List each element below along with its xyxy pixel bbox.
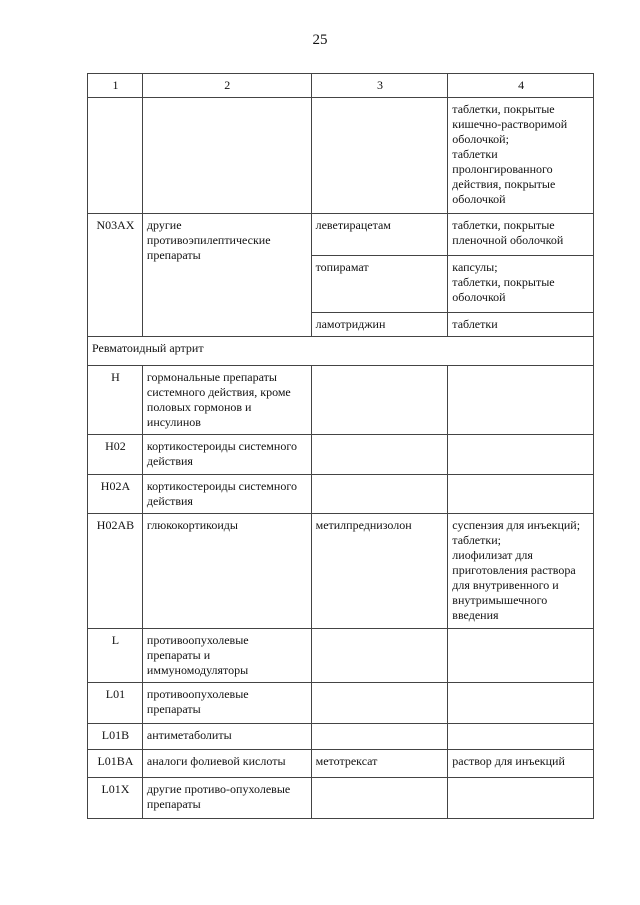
header-col-3: 3	[311, 74, 448, 98]
code-cell: H02AB	[88, 514, 143, 629]
drug-cell	[311, 435, 448, 475]
group-cell: аналоги фолиевой кислоты	[142, 750, 311, 778]
code-cell: H02A	[88, 475, 143, 514]
header-col-4: 4	[448, 74, 594, 98]
drug-cell: топирамат	[311, 256, 448, 313]
group-cell	[142, 98, 311, 214]
header-col-2: 2	[142, 74, 311, 98]
drug-cell	[311, 683, 448, 724]
table-row	[88, 629, 594, 683]
group-cell: кортикостероиды системного действия	[142, 435, 311, 475]
form-cell: суспензия для инъекций; таблетки; лиофилизат для приготовления раствора для внутривенного и внутримышечного введения	[448, 514, 594, 629]
code-cell: L01B	[88, 724, 143, 750]
group-cell: другие противо-опухолевые препараты	[142, 778, 311, 819]
code-cell: N03AX	[88, 214, 143, 337]
drug-table	[87, 73, 594, 819]
group-cell: противоопухолевые препараты	[142, 683, 311, 724]
drug-cell: ламотриджин	[311, 313, 448, 337]
drug-cell	[311, 475, 448, 514]
form-cell	[448, 475, 594, 514]
drug-cell	[311, 724, 448, 750]
group-cell: противоопухолевые препараты и иммуномодуляторы	[142, 629, 311, 683]
table-header-row	[88, 74, 594, 98]
group-cell: антиметаболиты	[142, 724, 311, 750]
form-cell	[448, 778, 594, 819]
table-row	[88, 98, 594, 214]
form-cell	[448, 366, 594, 435]
form-cell: таблетки, покрытые кишечно-растворимой оболочкой; таблетки пролонгированного действия, покрытые оболочкой	[448, 98, 594, 214]
code-cell	[88, 98, 143, 214]
table-row	[88, 366, 594, 435]
table-row	[88, 475, 594, 514]
group-cell: кортикостероиды системного действия	[142, 475, 311, 514]
table-row	[88, 514, 594, 629]
page-number: 25	[312, 32, 328, 48]
group-cell: другие противоэпилептические препараты	[142, 214, 311, 337]
form-cell: капсулы; таблетки, покрытые оболочкой	[448, 256, 594, 313]
table-row	[88, 683, 594, 724]
form-cell	[448, 629, 594, 683]
table-row	[88, 435, 594, 475]
form-cell	[448, 724, 594, 750]
group-cell: гормональные препараты системного действия, кроме половых гормонов и инсулинов	[142, 366, 311, 435]
form-cell: раствор для инъекций	[448, 750, 594, 778]
drug-cell: леветирацетам	[311, 214, 448, 256]
form-cell: таблетки	[448, 313, 594, 337]
table-row	[88, 750, 594, 778]
drug-cell	[311, 778, 448, 819]
code-cell: H02	[88, 435, 143, 475]
form-cell: таблетки, покрытые пленочной оболочкой	[448, 214, 594, 256]
code-cell: L01	[88, 683, 143, 724]
form-cell	[448, 683, 594, 724]
drug-cell: метотрексат	[311, 750, 448, 778]
drug-cell: метилпреднизолон	[311, 514, 448, 629]
section-title: Ревматоидный артрит	[88, 337, 594, 366]
code-cell: L01BA	[88, 750, 143, 778]
drug-cell	[311, 366, 448, 435]
group-cell: глюкокортикоиды	[142, 514, 311, 629]
section-row	[88, 337, 594, 366]
header-col-1: 1	[88, 74, 143, 98]
code-cell: L01X	[88, 778, 143, 819]
table-row	[88, 724, 594, 750]
form-cell	[448, 435, 594, 475]
table-row	[88, 214, 594, 256]
table-row	[88, 778, 594, 819]
drug-cell	[311, 98, 448, 214]
code-cell: L	[88, 629, 143, 683]
drug-cell	[311, 629, 448, 683]
code-cell: H	[88, 366, 143, 435]
